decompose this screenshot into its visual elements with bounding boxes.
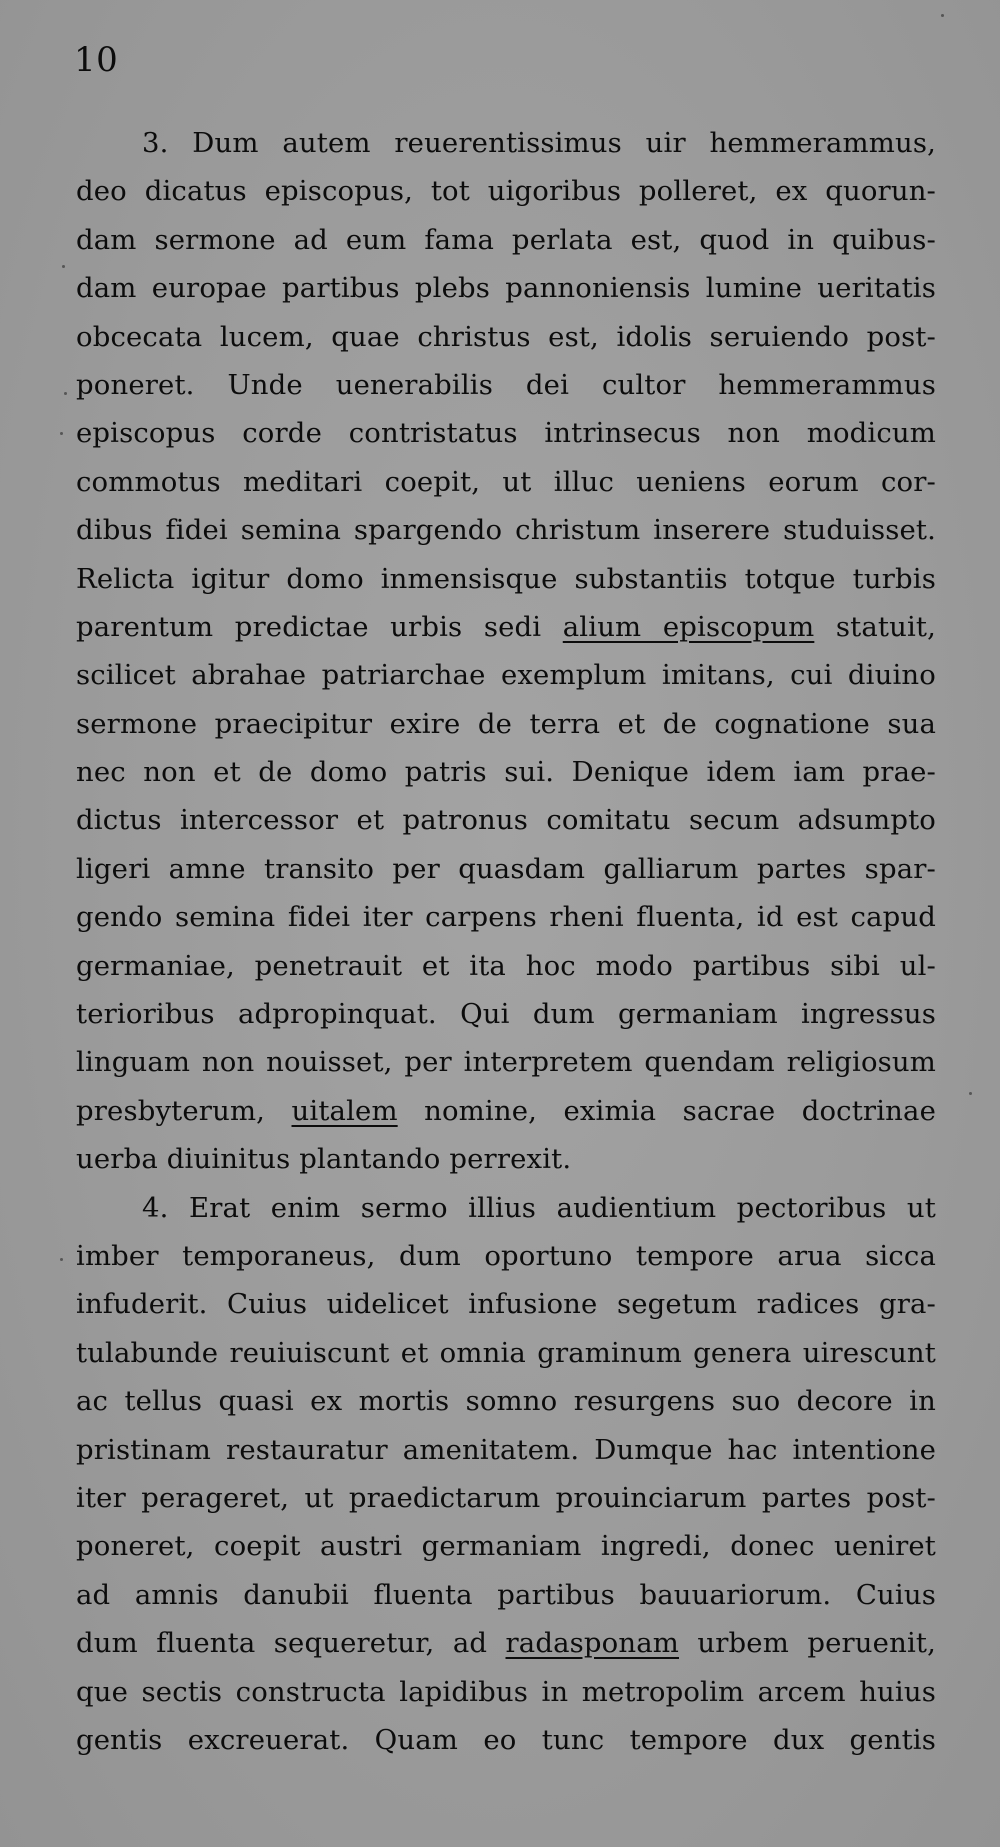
- text-line: dictus intercessor et patronus comitatu secum adsumpto: [76, 804, 936, 837]
- text-line: scilicet abrahae patriarchae exemplum imitans, cui diuino: [76, 659, 936, 692]
- text-line: dibus fidei semina spargendo christum inserere studuisset.: [76, 514, 936, 547]
- text-line: [76, 1619, 936, 1667]
- scan-speck: [62, 265, 65, 268]
- text-fragment: parentum predictae urbis sedi: [76, 610, 563, 643]
- text-line: tulabunde reuiuiscunt et omnia graminum genera uirescunt: [76, 1336, 936, 1369]
- text-line: sermone praecipitur exire de terra et de cognatione sua: [76, 707, 936, 740]
- text-line: ac tellus quasi ex mortis somno resurgens suo decore in: [76, 1385, 936, 1418]
- text-line: imber temporaneus, dum oportuno tempore arua sicca: [76, 1239, 936, 1272]
- text-line: deo dicatus episcopus, tot uigoribus polleret, ex quorun-: [76, 175, 936, 208]
- text-line: Relicta igitur domo inmensisque substantiis totque turbis: [76, 562, 936, 595]
- text-fragment: presbyterum,: [76, 1094, 292, 1127]
- underlined-name: radasponam: [505, 1627, 679, 1660]
- text-line: dam sermone ad eum fama perlata est, quod in quibus-: [76, 223, 936, 256]
- text-line: dam europae partibus plebs pannoniensis lumine ueritatis: [76, 272, 936, 305]
- text-line: que sectis constructa lapidibus in metropolim arcem huius: [76, 1675, 936, 1708]
- scan-speck: [60, 432, 63, 435]
- text-line: gendo semina fidei iter carpens rheni fluenta, id est capud: [76, 901, 936, 934]
- text-line: episcopus corde contristatus intrinsecus non modicum: [76, 417, 936, 450]
- text-fragment: dum fluenta sequeretur, ad: [76, 1627, 506, 1660]
- text-line: poneret, coepit austri germaniam ingredi, donec ueniret: [76, 1530, 936, 1563]
- text-line: obcecata lucem, quae christus est, idolis seruiendo post-: [76, 320, 936, 353]
- text-line: commotus meditari coepit, ut illuc ueniens eorum cor-: [76, 465, 936, 498]
- text-line: germaniae, penetrauit et ita hoc modo partibus sibi ul-: [76, 949, 936, 982]
- underlined-name: uitalem: [291, 1094, 398, 1127]
- scan-speck: [64, 392, 67, 395]
- text-line: ad amnis danubii fluenta partibus bauuariorum. Cuius: [76, 1578, 936, 1611]
- text-fragment: urbem peruenit,: [679, 1627, 936, 1660]
- text-line: uerba diuinitus plantando perrexit.: [76, 1143, 572, 1176]
- text-line: gentis excreuerat. Quam eo tunc tempore dux gentis: [76, 1723, 936, 1756]
- text-line: iter perageret, ut praedictarum prouinciarum partes post-: [76, 1481, 936, 1514]
- text-line: 4. Erat enim sermo illius audientium pectoribus ut: [142, 1191, 936, 1224]
- text-line: pristinam restauratur amenitatem. Dumque hac intentione: [76, 1433, 936, 1466]
- body-text: [76, 119, 936, 1764]
- text-line: [76, 603, 936, 651]
- text-line: nec non et de domo patris sui. Denique idem iam prae-: [76, 756, 936, 789]
- scan-speck: [60, 1258, 63, 1261]
- text-line: ligeri amne transito per quasdam galliarum partes spar-: [76, 852, 936, 885]
- underlined-name: alium episcopum: [562, 610, 815, 643]
- text-line: terioribus adpropinquat. Qui dum germaniam ingressus: [76, 998, 936, 1031]
- scan-speck: [969, 1092, 972, 1095]
- text-fragment: statuit,: [814, 610, 936, 643]
- scan-speck: [941, 14, 944, 17]
- text-line: [76, 1087, 936, 1135]
- text-fragment: nomine, eximia sacrae doctrinae: [397, 1094, 936, 1127]
- text-line: 3. Dum autem reuerentissimus uir hemmerammus,: [142, 127, 936, 159]
- page-number: 10: [74, 40, 119, 80]
- text-line: poneret. Unde uenerabilis dei cultor hemmerammus: [76, 368, 936, 401]
- text-line: infuderit. Cuius uidelicet infusione segetum radices gra-: [76, 1288, 936, 1321]
- text-line: linguam non nouisset, per interpretem quendam religiosum: [76, 1046, 936, 1079]
